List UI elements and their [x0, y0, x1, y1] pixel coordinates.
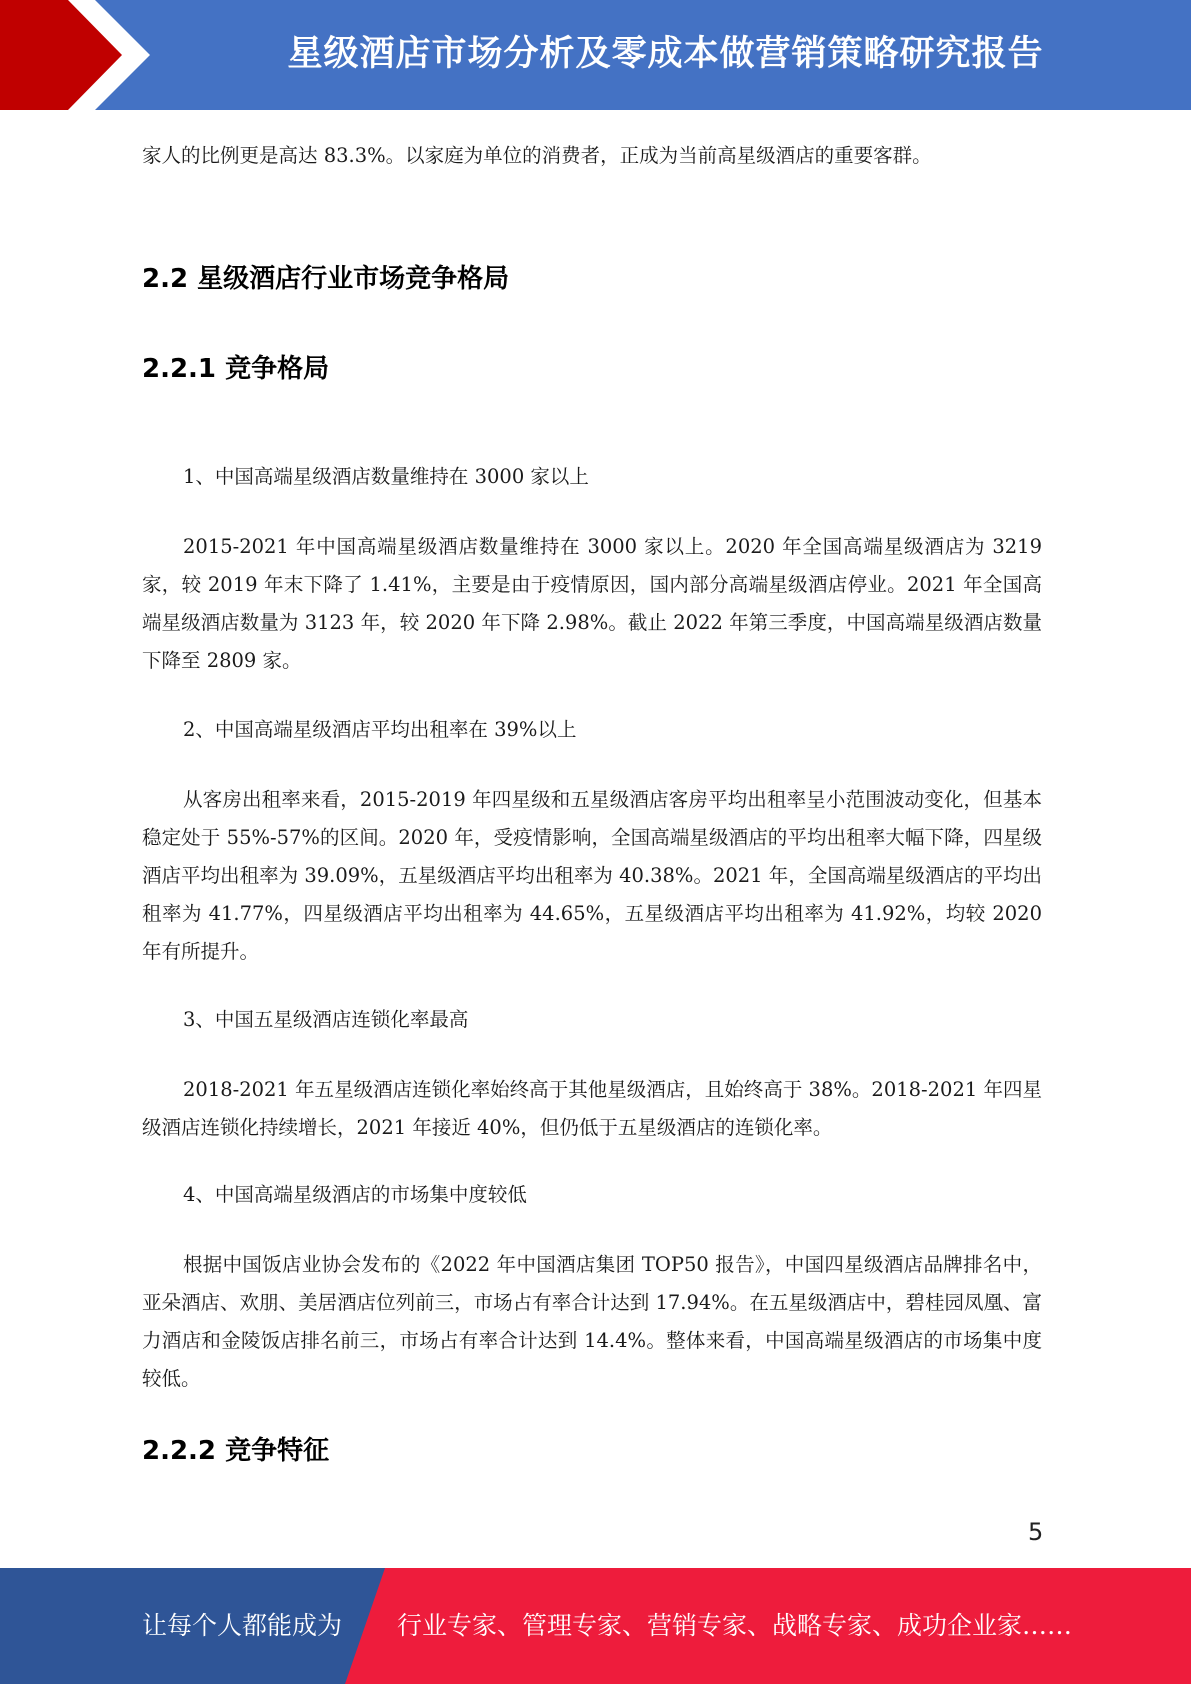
- report-title: 星级酒店市场分析及零成本做营销策略研究报告: [287, 34, 1044, 74]
- section-heading: 2.2 星级酒店行业市场竞争格局: [142, 264, 510, 294]
- intro-paragraph-tail: 家人的比例更是高达 83.3%。以家庭为单位的消费者，正成为当前高星级酒店的重要客群。: [142, 144, 932, 167]
- item-2-heading: 2、中国高端星级酒店平均出租率在 39%以上: [183, 718, 577, 741]
- subsection-heading-competition-features: 2.2.2 竞争特征: [142, 1436, 330, 1466]
- item-1-body: 2015-2021 年中国高端星级酒店数量维持在 3000 家以上。2020 年全国高端星级酒店为 3219 家，较 2019 年末下降了 1.41%，主要是由于疫情原因，国内部分高端星级酒店停业。2021 年全国高端星级酒店数量为 3123 年，较 2020 年下降 2.98%。截止 2022 年第三季度，中国高端星级酒店数量下降至 2809 家。: [142, 535, 1042, 672]
- item-3-body: 2018-2021 年五星级酒店连锁化率始终高于其他星级酒店，且始终高于 38%。2018-2021 年四星级酒店连锁化持续增长，2021 年接近 40%，但仍低于五星级酒店的连锁化率。: [142, 1078, 1042, 1139]
- footer-slogan-left: 让每个人都能成为: [142, 1611, 343, 1640]
- page-header: [0, 0, 1191, 110]
- subsection-heading-competition-pattern: 2.2.1 竞争格局: [142, 354, 330, 384]
- item-3-heading: 3、中国五星级酒店连锁化率最高: [183, 1008, 469, 1031]
- item-1-heading: 1、中国高端星级酒店数量维持在 3000 家以上: [183, 465, 589, 488]
- page-number: 5: [1028, 1518, 1044, 1546]
- item-4-body: 根据中国饭店业协会发布的《2022 年中国酒店集团 TOP50 报告》，中国四星级酒店品牌排名中，亚朵酒店、欢朋、美居酒店位列前三，市场占有率合计达到 17.94%。在五星级酒店中，碧桂园凤凰、富力酒店和金陵饭店排名前三，市场占有率合计达到 14.4%。整体来看，中国高端星级酒店的市场集中度较低。: [142, 1253, 1042, 1390]
- item-2-body: 从客房出租率来看，2015-2019 年四星级和五星级酒店客房平均出租率呈小范围波动变化，但基本稳定处于 55%-57%的区间。2020 年，受疫情影响，全国高端星级酒店的平均出租率大幅下降，四星级酒店平均出租率为 39.09%，五星级酒店平均出租率为 40.38%。2021 年，全国高端星级酒店的平均出租率为 41.77%，四星级酒店平均出租率为 44.65%，五星级酒店平均出租率为 41.92%，均较 2020 年有所提升。: [142, 788, 1042, 963]
- item-4-heading: 4、中国高端星级酒店的市场集中度较低: [183, 1183, 527, 1206]
- header-chevron-icon: [0, 0, 160, 110]
- page-footer: [0, 1568, 1191, 1684]
- footer-slogan-right: 行业专家、管理专家、营销专家、战略专家、成功企业家……: [397, 1611, 1073, 1640]
